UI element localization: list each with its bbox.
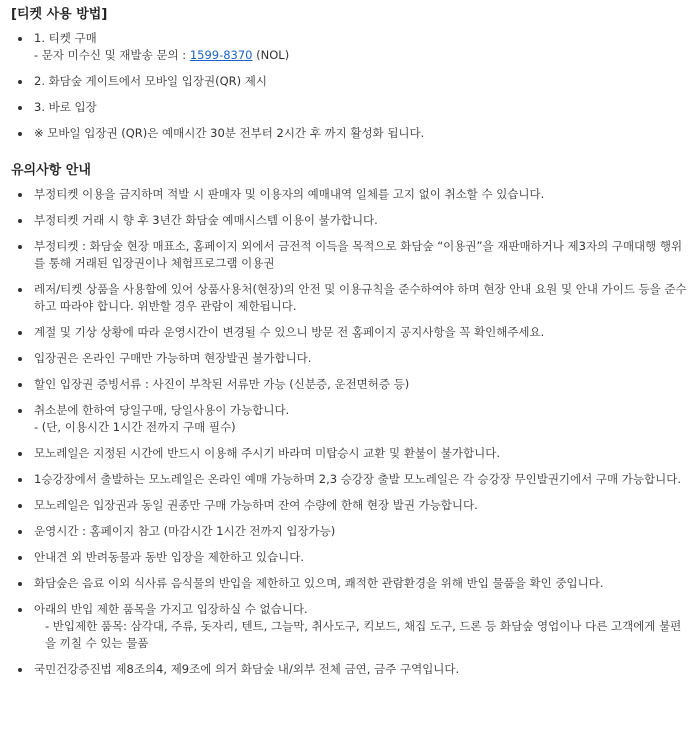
list-item <box>0 186 695 203</box>
list-item <box>0 497 695 514</box>
usage-item-qr-note: ※ 모바일 입장권 (QR)은 예매시간 30분 전부터 2시간 후 까지 활성화 됩니다. <box>34 126 425 140</box>
list-item <box>0 471 695 488</box>
notice-text: 운영시간 : 홈페이지 참고 (마감시간 1시간 전까지 입장가능) <box>34 524 336 538</box>
list-item <box>0 601 695 652</box>
list-item <box>0 575 695 592</box>
list-item <box>0 30 695 64</box>
usage-list <box>0 30 695 151</box>
notice-text: 부정티켓 거래 시 향 후 3년간 화담숲 예매시스템 이용이 불가합니다. <box>34 213 378 227</box>
list-item <box>0 350 695 367</box>
notice-text: 부정티켓 이용을 금지하며 적발 시 판매자 및 이용자의 예매내역 일체를 고지 없이 취소할 수 있습니다. <box>34 187 545 201</box>
phone-link[interactable]: 1599-8370 <box>189 48 253 62</box>
notice-section-title: 유의사항 안내 <box>11 163 91 178</box>
notice-text: 부정티켓 : 화담숲 현장 매표소, 홈페이지 외에서 금전적 이득을 목적으로 화담숲 “이용권”을 재판매하거나 제3자의 구매대행 행위를 통해 거래된 입장권이나 체험프로그램 이용권 <box>34 239 683 270</box>
notice-text: 모노레일은 지정된 시간에 반드시 이용해 주시기 바라며 미탑승시 교환 및 환불이 불가합니다. <box>34 446 501 460</box>
inquiry-suffix: (NOL) <box>252 48 290 62</box>
list-item <box>0 402 695 436</box>
list-item <box>0 238 695 272</box>
usage-item-inquiry <box>34 47 687 64</box>
notice-text: 모노레일은 입장권과 동일 권종만 구매 가능하며 잔여 수량에 한해 현장 발권 가능합니다. <box>34 498 478 512</box>
notice-subtext: - 반입제한 품목: 삼각대, 주류, 돗자리, 텐트, 그늘막, 취사도구, 킥보드, 채집 도구, 드론 등 화담숲 영업이나 다른 고객에게 불편을 끼칠 수 있는 물품 <box>45 619 682 650</box>
notice-text: 입장권은 온라인 구매만 가능하며 현장발권 불가합니다. <box>34 351 312 365</box>
notice-text: 계절 및 기상 상황에 따라 운영시간이 변경될 수 있으니 방문 전 홈페이지 공지사항을 꼭 확인해주세요. <box>34 325 545 339</box>
notice-text: 1승강장에서 출발하는 모노레일은 온라인 예매 가능하며 2,3 승강장 출발 모노레일은 각 승강장 무인발권기에서 구매 가능합니다. <box>34 472 681 486</box>
list-item <box>0 99 695 116</box>
list-item <box>0 281 695 315</box>
notice-text: 아래의 반입 제한 품목을 가지고 입장하실 수 없습니다. <box>34 602 308 616</box>
list-item <box>0 324 695 341</box>
list-item <box>0 549 695 566</box>
notice-text: 취소분에 한하여 당일구매, 당일사용이 가능합니다. <box>34 403 290 417</box>
list-item <box>0 125 695 142</box>
notice-text: 레저/티켓 상품을 사용함에 있어 상품사용처(현장)의 안전 및 이용규칙을 준수하여야 하며 현장 안내 요원 및 안내 가이드 등을 준수하고 따라야 합니다. 위반할 경우 관람이 제한됩니다. <box>34 282 687 313</box>
notice-text: 화담숲은 음료 이외 식사류 음식물의 반입을 제한하고 있으며, 쾌적한 관람환경을 위해 반입 물품을 확인 중입니다. <box>34 576 604 590</box>
usage-item-purchase: 1. 티켓 구매 <box>34 31 97 45</box>
list-item <box>0 73 695 90</box>
usage-item-gate: 2. 화담숲 게이트에서 모바일 입장권(QR) 제시 <box>34 74 268 88</box>
usage-item-enter: 3. 바로 입장 <box>34 100 97 114</box>
list-item <box>0 445 695 462</box>
notice-subtext: - (단, 이용시간 1시간 전까지 구매 필수) <box>34 420 236 434</box>
notice-text: 할인 입장권 증빙서류 : 사진이 부착된 서류만 가능 (신분증, 운전면허증 등) <box>34 377 410 391</box>
list-item <box>0 376 695 393</box>
list-item <box>0 212 695 229</box>
list-item <box>0 523 695 540</box>
notice-list <box>0 186 695 687</box>
inquiry-prefix: - 문자 미수신 및 재발송 문의 : <box>34 48 190 62</box>
notice-text: 국민건강증진법 제8조의4, 제9조에 의거 화담숲 내/외부 전체 금연, 금주 구역입니다. <box>34 662 460 676</box>
list-item <box>0 661 695 678</box>
usage-section-title: [티켓 사용 방법] <box>11 7 108 22</box>
notice-text: 안내견 외 반려동물과 동반 입장을 제한하고 있습니다. <box>34 550 304 564</box>
